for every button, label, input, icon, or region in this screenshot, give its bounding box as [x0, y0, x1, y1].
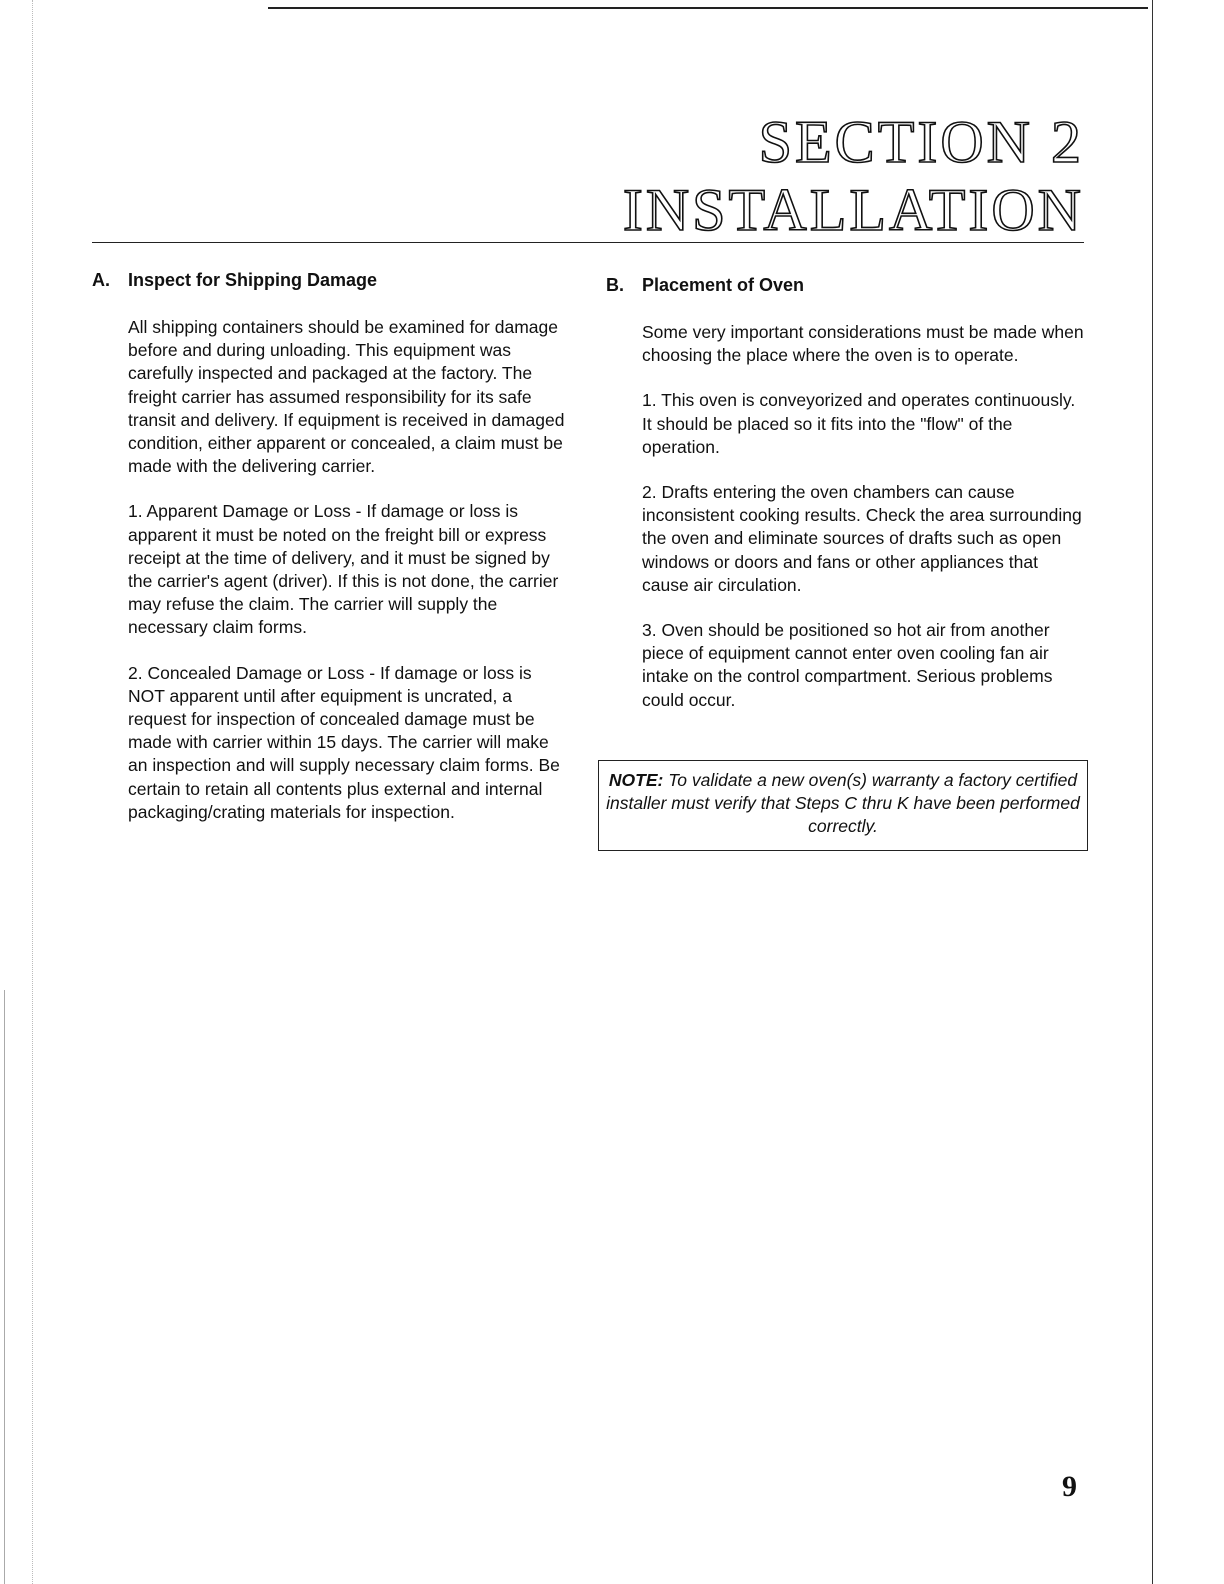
section-name: INSTALLATION: [622, 177, 1084, 243]
paragraph-conveyorized: 1. This oven is conveyorized and operates continuously. It should be placed so it fits into the "flow" of the operation.: [642, 390, 1076, 457]
section-label: SECTION 2: [758, 109, 1084, 175]
paragraph-intro: All shipping containers should be examined for damage before and during unloading. This equipment was carefully inspected and packaged at the factory. The freight carrier has assumed responsibility for its safe transit and delivery. If equipment is received in damaged condition, either apparent or concealed, a claim must be made with the delivering carrier.: [128, 317, 565, 477]
heading-letter: A.: [92, 270, 110, 290]
page-number: 9: [1062, 1470, 1077, 1503]
page-left-edge: [32, 0, 33, 1584]
paragraph-hot-air: 3. Oven should be positioned so hot air from another piece of equipment cannot enter oven cooling fan air intake on the control compartment. Serious problems could occur.: [642, 620, 1053, 710]
paragraph-apparent-damage: 1. Apparent Damage or Loss - If damage or loss is apparent it must be noted on the freight bill or express receipt at the time of delivery, and it must be signed by the carrier's agent (driver). If this is not done, the carrier may refuse the claim. The carrier will supply the necessary claim forms.: [128, 501, 559, 638]
page-left-edge-lower: [4, 990, 5, 1584]
top-border-rule: [268, 7, 1148, 9]
left-column: [92, 268, 572, 846]
warranty-note-box: [598, 760, 1088, 851]
title-underline: [92, 242, 1084, 243]
heading-text: Inspect for Shipping Damage: [128, 270, 378, 290]
paragraph-drafts: 2. Drafts entering the oven chambers can cause inconsistent cooking results. Check the area surrounding the oven and eliminate sources of drafts such as open windows or doors and fans or other appliances that cause air circulation.: [642, 482, 1082, 595]
heading-inspect-shipping-damage: [92, 268, 572, 292]
heading-letter: B.: [606, 275, 624, 295]
right-column: [606, 273, 1086, 734]
paragraph-considerations: Some very important considerations must be made when choosing the place where the oven is to operate.: [642, 322, 1084, 366]
heading-text: Placement of Oven: [642, 275, 805, 295]
section-title: [623, 108, 1084, 244]
note-text: To validate a new oven(s) warranty a factory certified installer must verify that Steps C thru K have been performed correctly.: [606, 770, 1080, 836]
paragraph-concealed-damage: 2. Concealed Damage or Loss - If damage or loss is NOT apparent until after equipment is uncrated, a request for inspection of concealed damage must be made with carrier within 15 days. The carrier will make an inspection and will supply necessary claim forms. Be certain to retain all contents plus external and internal packaging/crating materials for inspection.: [128, 662, 560, 822]
page-right-edge: [1152, 0, 1153, 1584]
note-label: NOTE:: [608, 770, 664, 790]
heading-placement-of-oven: [606, 273, 1086, 297]
